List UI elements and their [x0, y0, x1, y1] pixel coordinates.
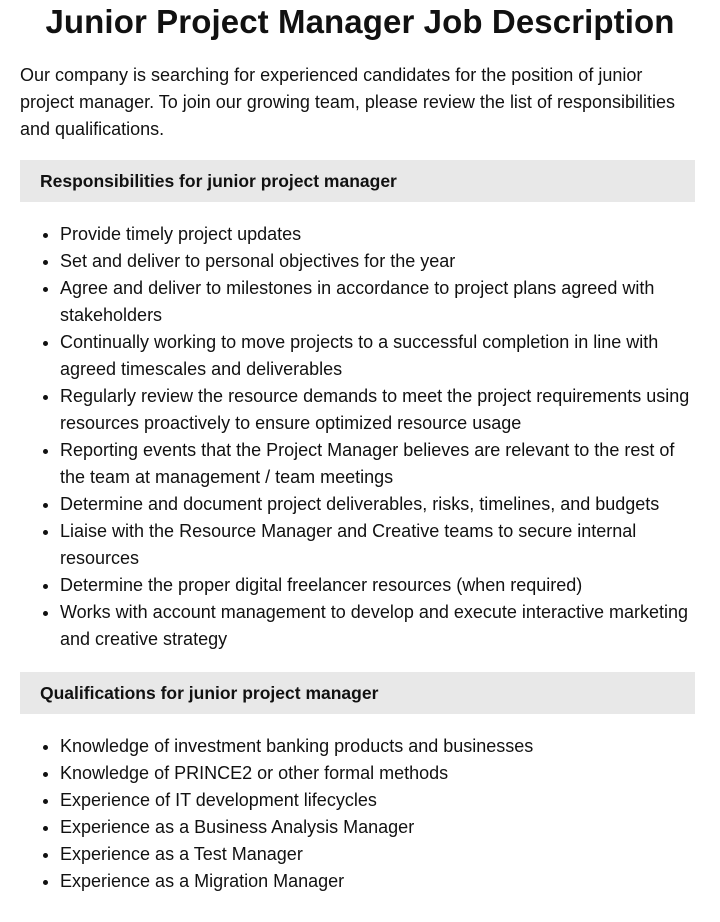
list-item: • Regularly review the resource demands to meet the project requirements using resources proactively to ensure optimized resource usage — [60, 383, 700, 437]
list-item: • Set and deliver to personal objectives for the year — [60, 248, 700, 275]
list-item: • Experience as a Test Manager — [60, 841, 700, 868]
list-item: • Experience as a Business Analysis Manager — [60, 814, 700, 841]
intro-paragraph: Our company is searching for experienced candidates for the position of junior project manager. To join our growing team, please review the list of responsibilities and qualifications. — [20, 65, 676, 139]
list-item: • Determine and document project deliverables, risks, timelines, and budgets — [60, 491, 700, 518]
qualifications-heading: Qualifications for junior project manager — [20, 672, 695, 714]
list-item: • Determine the proper digital freelancer resources (when required) — [60, 572, 700, 599]
page-title: Junior Project Manager Job Description — [45, 3, 675, 40]
list-item: • Knowledge of PRINCE2 or other formal methods — [60, 760, 700, 787]
qualifications-list — [20, 733, 700, 895]
list-item: • Experience of IT development lifecycles — [60, 787, 700, 814]
list-item: • Knowledge of investment banking products and businesses — [60, 733, 700, 760]
list-item: • Works with account management to develop and execute interactive marketing and creative strategy — [60, 599, 700, 653]
responsibilities-list — [20, 221, 700, 653]
responsibilities-heading: Responsibilities for junior project manager — [20, 160, 695, 202]
list-item: • Experience as a Migration Manager — [60, 868, 700, 895]
list-item: • Provide timely project updates — [60, 221, 700, 248]
list-item: • Liaise with the Resource Manager and Creative teams to secure internal resources — [60, 518, 700, 572]
list-item: • Continually working to move projects to a successful completion in line with agreed timescales and deliverables — [60, 329, 700, 383]
list-item: • Reporting events that the Project Manager believes are relevant to the rest of the team at management / team meetings — [60, 437, 700, 491]
list-item: • Agree and deliver to milestones in accordance to project plans agreed with stakeholders — [60, 275, 700, 329]
